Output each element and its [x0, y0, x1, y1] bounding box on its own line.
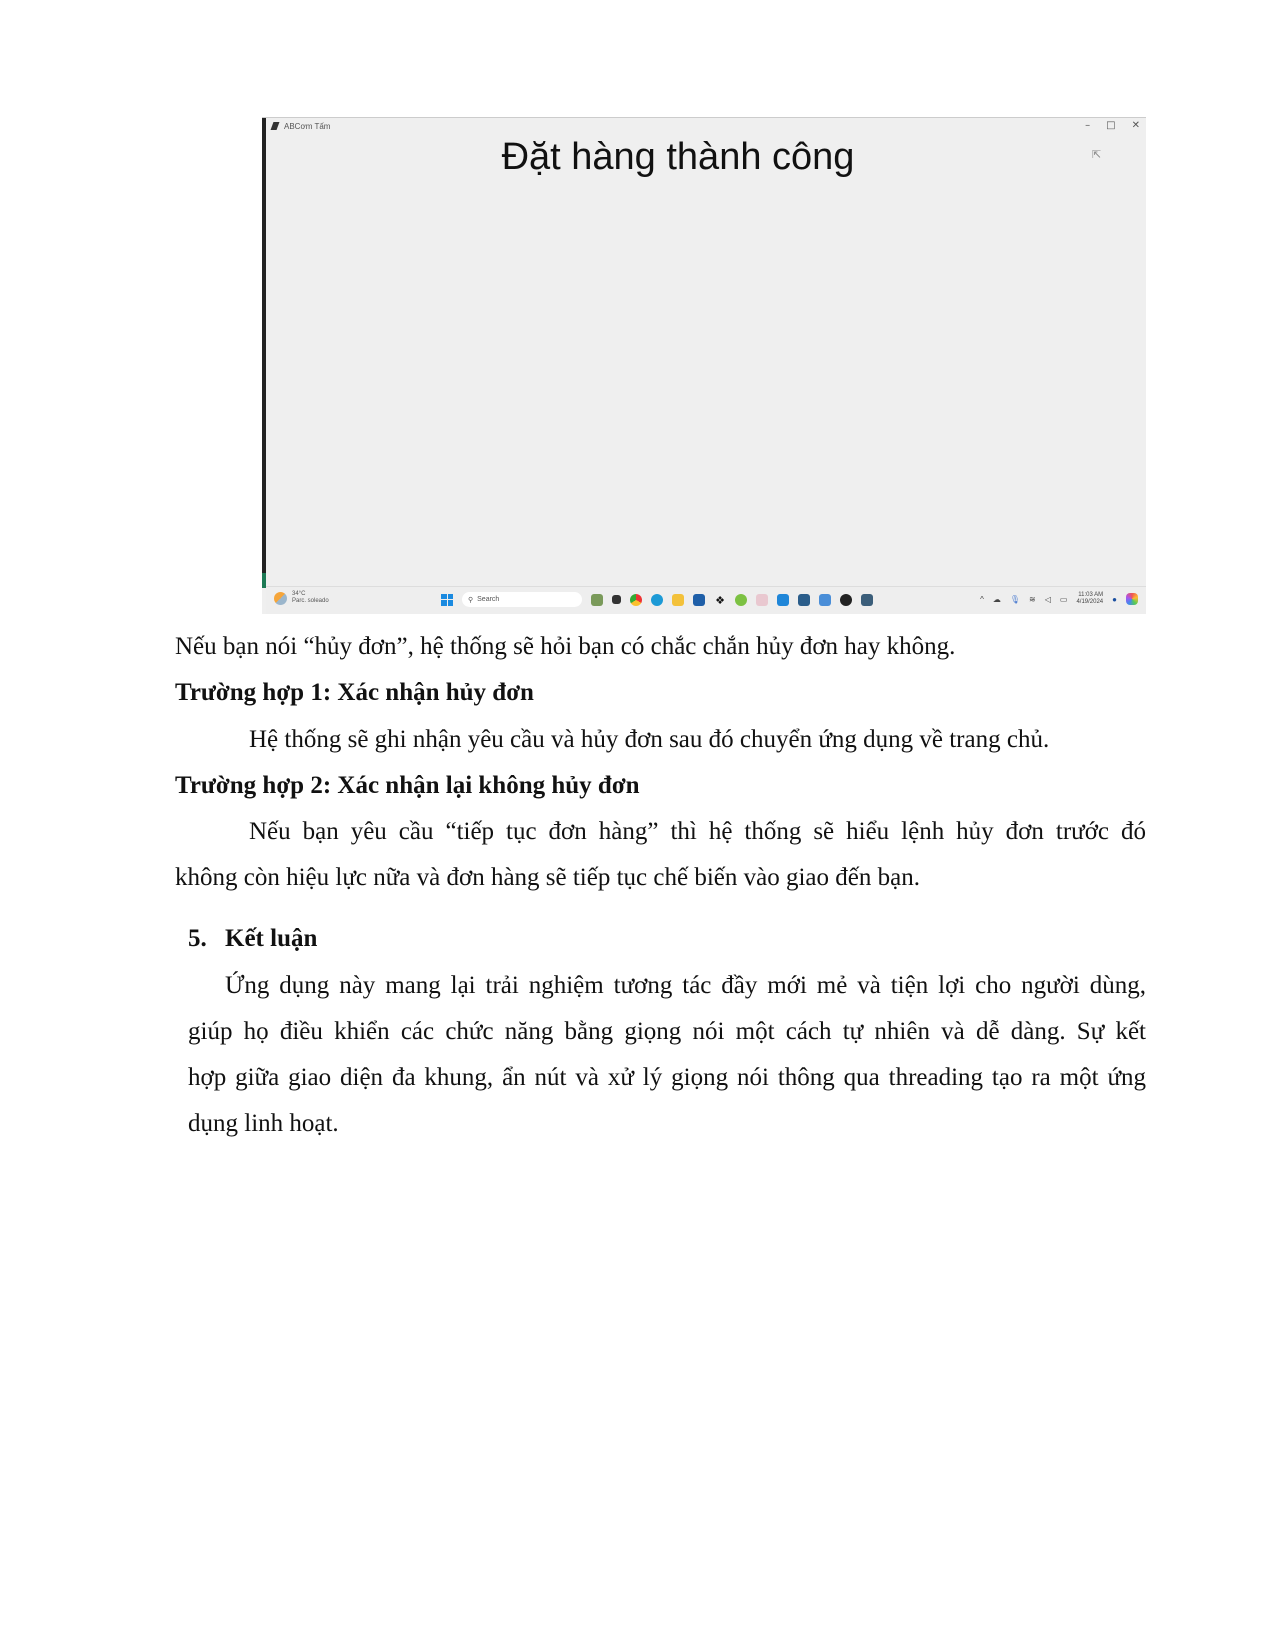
taskbar-search[interactable]	[462, 592, 582, 607]
search-icon: ⚲	[468, 596, 474, 604]
section-number: 5.	[188, 925, 207, 952]
intro-paragraph: Nếu bạn nói “hủy đơn”, hệ thống sẽ hỏi bạn có chắc chắn hủy đơn hay không.	[175, 633, 956, 660]
vscode-icon[interactable]	[777, 594, 789, 606]
weather-icon	[274, 592, 287, 605]
python-app-icon[interactable]	[861, 594, 873, 606]
case2-heading: Trường hợp 2: Xác nhận lại không hủy đơn	[175, 772, 640, 799]
case1-text: Hệ thống sẽ ghi nhận yêu cầu và hủy đơn sau đó chuyển ứng dụng về trang chủ.	[249, 726, 1050, 753]
search-placeholder: Search	[477, 596, 500, 603]
section-heading	[188, 924, 317, 954]
task-view-icon[interactable]	[612, 595, 621, 604]
pink-app-icon[interactable]	[756, 594, 768, 606]
taskbar	[266, 586, 1146, 614]
conclusion-line: dụng linh hoạt.	[188, 1110, 339, 1137]
dropbox-icon[interactable]: ❖	[715, 594, 725, 607]
feather-icon	[271, 122, 280, 130]
window-controls	[1085, 120, 1140, 131]
weather-temp: 34°C	[292, 591, 306, 597]
mysql-workbench-icon[interactable]	[798, 594, 810, 606]
notepad-icon[interactable]	[819, 594, 831, 606]
taskbar-apps	[441, 592, 873, 607]
obs-icon[interactable]	[840, 594, 852, 606]
widgets-icon[interactable]	[591, 594, 603, 606]
conclusion-line: giúp họ điều khiển các chức năng bằng giọng nói một cách tự nhiên và dễ dàng. Sự kết	[188, 1018, 1146, 1045]
close-button[interactable]: ✕	[1131, 120, 1140, 131]
success-heading	[262, 136, 1146, 179]
battery-icon[interactable]: ▭	[1059, 594, 1068, 604]
volume-icon[interactable]: ◁	[1044, 594, 1051, 604]
wifi-icon[interactable]: ≋	[1029, 594, 1036, 604]
start-icon[interactable]	[441, 594, 453, 606]
window-titlebar	[268, 118, 1146, 134]
case2-text-line2: không còn hiệu lực nữa và đơn hàng sẽ tiếp tục chế biến vào giao đến bạn.	[175, 864, 920, 891]
mouse-cursor-icon: ⇱	[1092, 148, 1102, 161]
app-screenshot	[262, 117, 1146, 614]
clock-date: 4/19/2024	[1076, 599, 1104, 605]
store-icon[interactable]	[693, 594, 705, 606]
weather-desc: Parc. soleado	[292, 598, 329, 604]
chrome-icon[interactable]	[630, 594, 642, 606]
window-title: ABCơm Tấm	[284, 121, 331, 131]
cloud-icon[interactable]: ☁	[992, 594, 1001, 604]
copilot-icon[interactable]	[1126, 593, 1138, 605]
chevron-up-icon[interactable]: ^	[980, 594, 984, 604]
left-edge	[262, 118, 266, 588]
case1-heading: Trường hợp 1: Xác nhận hủy đơn	[175, 679, 534, 706]
weather-widget[interactable]	[274, 591, 329, 605]
edge-icon[interactable]	[651, 594, 663, 606]
microphone-icon[interactable]: 🎙	[1009, 594, 1021, 604]
conclusion-line: hợp giữa giao diện đa khung, ẩn nút và xử lý giọng nói thông qua threading tạo ra một ứng	[188, 1064, 1146, 1091]
system-tray	[980, 592, 1138, 606]
conclusion-line: Ứng dụng này mang lại trải nghiệm tương tác đầy mới mẻ và tiện lợi cho người dùng,	[225, 972, 1146, 999]
clock[interactable]	[1076, 592, 1103, 606]
notification-bell-icon[interactable]: ●	[1112, 594, 1117, 604]
section-title: Kết luận	[225, 925, 318, 952]
maximize-button[interactable]: □	[1106, 120, 1116, 131]
success-heading-text: Đặt hàng thành công	[501, 136, 855, 178]
case2-text-line1: Nếu bạn yêu cầu “tiếp tục đơn hàng” thì hệ thống sẽ hiểu lệnh hủy đơn trước đó	[249, 818, 1146, 845]
clock-time: 11:03 AM	[1078, 592, 1104, 598]
file-explorer-icon[interactable]	[672, 594, 684, 606]
green-app-icon[interactable]	[735, 594, 747, 606]
minimize-button[interactable]: –	[1085, 120, 1091, 131]
